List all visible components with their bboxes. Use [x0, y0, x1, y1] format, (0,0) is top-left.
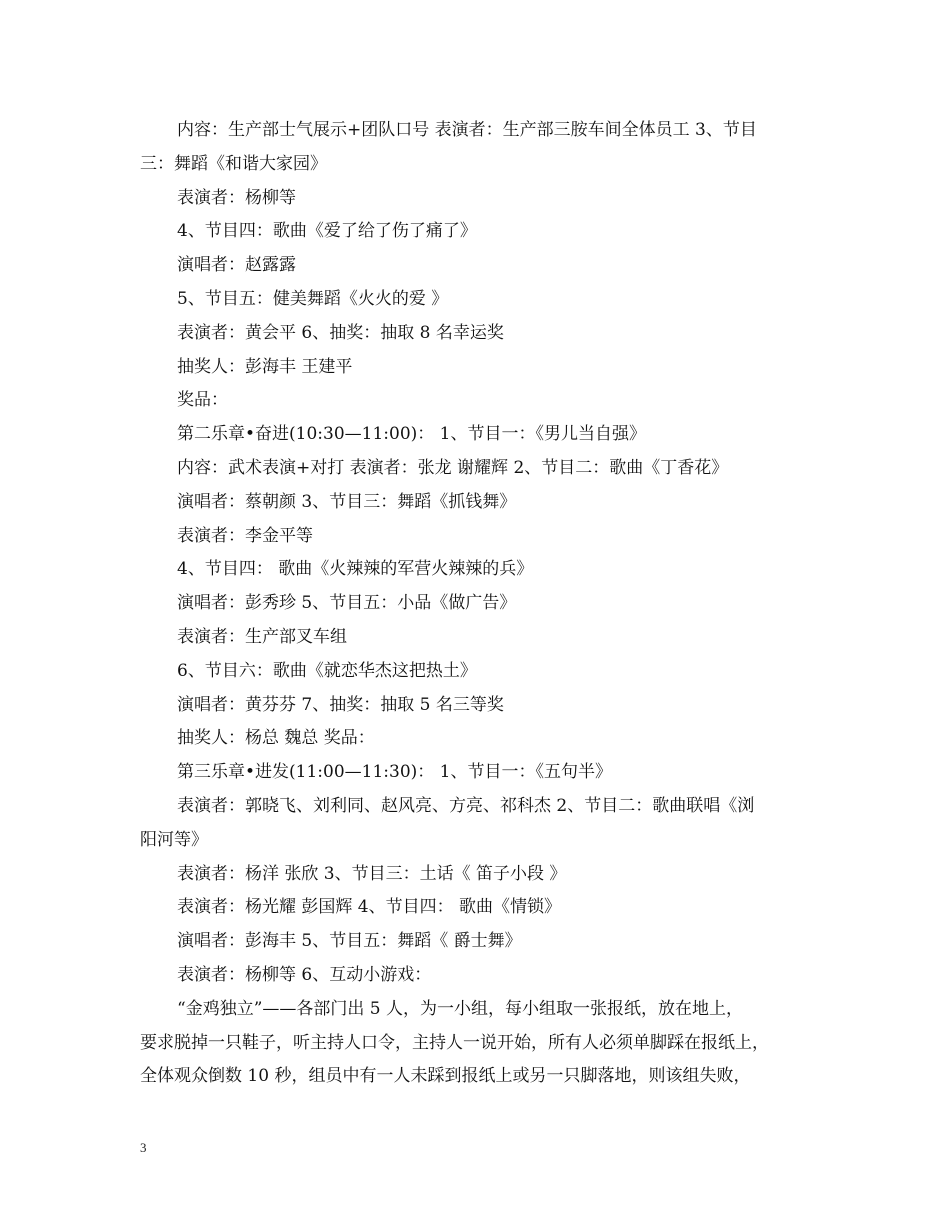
text-line: 表演者：李金平等	[177, 525, 313, 546]
text-line: 要求脱掉一只鞋子，听主持人口令，主持人一说开始，所有人必须单脚踩在报纸上，	[140, 1032, 769, 1053]
text-line: 第二乐章•奋进(10:30—11:00)： 1、节目一：《男儿当自强》	[177, 424, 646, 445]
text-line: 奖品：	[177, 390, 228, 411]
text-line: 演唱者：蔡朝颜 3、节目三：舞蹈《抓钱舞》	[177, 491, 517, 512]
text-line: 表演者：杨柳等	[177, 187, 296, 208]
text-line: 6、节目六：歌曲《就恋华杰这把热土》	[177, 660, 477, 681]
text-line: 阳河等》	[140, 829, 208, 850]
text-line: 表演者：杨柳等 6、互动小游戏：	[177, 965, 432, 985]
text-line: 表演者：杨洋 张欣 3、节目三：土话《 笛子小段 》	[177, 863, 567, 884]
text-line: 全体观众倒数 10 秒，组员中有一人未踩到报纸上或另一只脚落地，则该组失败，	[140, 1066, 751, 1087]
page-number: 3	[140, 1140, 147, 1155]
text-line: 演唱者：黄芬芬 7、抽奖：抽取 5 名三等奖	[177, 694, 504, 715]
text-line: 演唱者：赵露露	[177, 255, 296, 276]
text-line: 表演者：黄会平 6、抽奖：抽取 8 名幸运奖	[177, 322, 504, 343]
text-line: “金鸡独立”——各部门出 5 人，为一小组，每小组取一张报纸，放在地上，	[177, 998, 744, 1019]
text-line: 表演者：杨光耀 彭国辉 4、节目四： 歌曲《情锁》	[177, 897, 562, 918]
text-line: 表演者：郭晓飞、刘利同、赵风亮、方亮、祁科杰 2、节目二：歌曲联唱《浏	[177, 796, 755, 816]
text-line: 内容：武术表演+对打 表演者：张龙 谢耀辉 2、节目二：歌曲《丁香花》	[177, 458, 729, 478]
text-line: 5、节目五：健美舞蹈《火火的爱 》	[177, 289, 449, 309]
text-line: 抽奖人：杨总 魏总 奖品：	[177, 728, 375, 749]
text-line: 三：舞蹈《和谐大家园》	[140, 153, 327, 174]
text-line: 第三乐章•进发(11:00—11:30)： 1、节目一：《五句半》	[177, 762, 612, 783]
text-line: 表演者：生产部叉车组	[177, 627, 347, 647]
text-line: 4、节目四： 歌曲《火辣辣的军营火辣辣的兵》	[177, 559, 534, 580]
text-line: 4、节目四：歌曲《爱了给了伤了痛了》	[177, 221, 477, 242]
text-line: 演唱者：彭秀珍 5、节目五：小品《做广告》	[177, 593, 517, 614]
text-line: 演唱者：彭海丰 5、节目五：舞蹈《 爵士舞》	[177, 931, 522, 952]
text-line: 内容：生产部士气展示+团队口号 表演者：生产部三胺车间全体员工 3、节目	[177, 120, 757, 140]
text-line: 抽奖人：彭海丰 王建平	[177, 356, 353, 377]
